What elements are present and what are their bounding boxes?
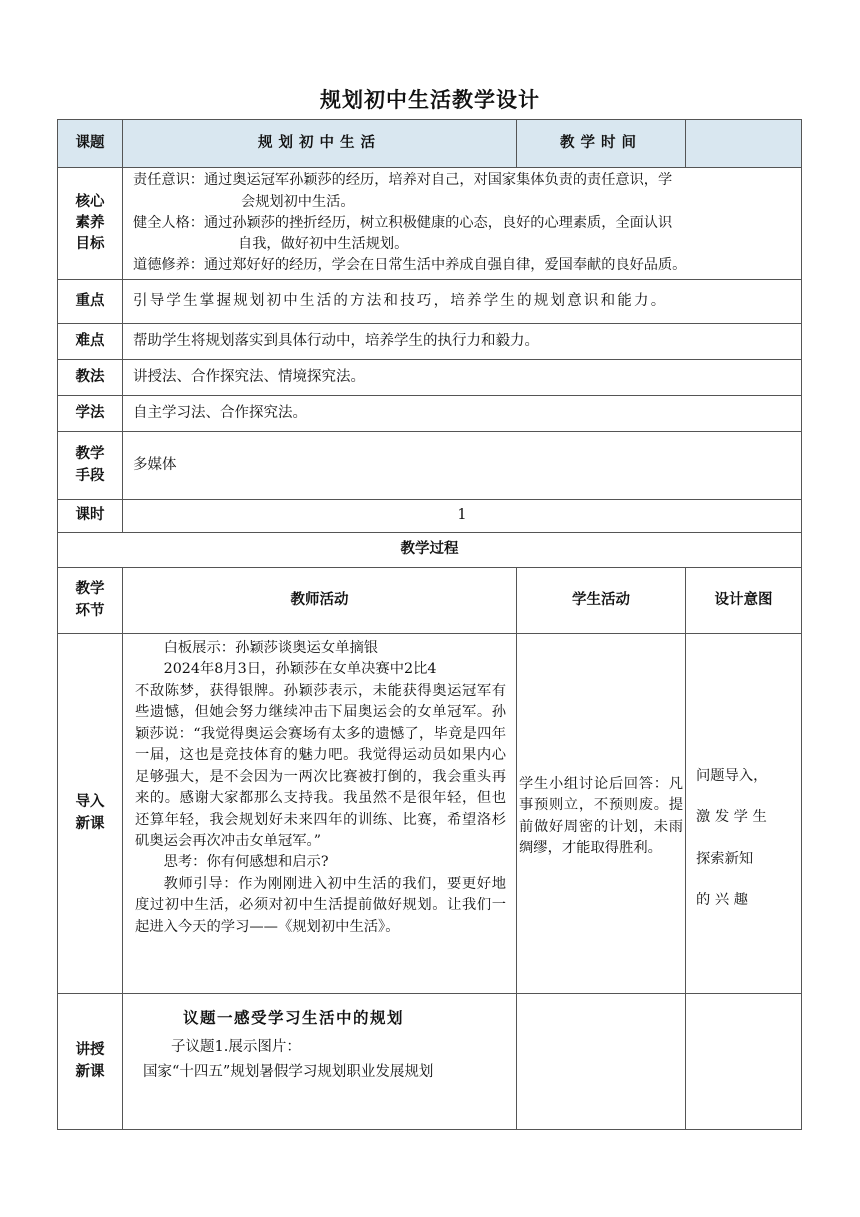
hours-value: 1 — [123, 500, 802, 533]
lecture-teacher-activity — [123, 994, 517, 1130]
goals-content — [123, 168, 802, 280]
intro-teacher-para: 白板展示：孙颖莎谈奥运女单摘银 — [163, 640, 379, 656]
means-label: 教学 手段 — [58, 432, 123, 500]
intro-teacher-para: 不敌陈梦，获得银牌。孙颖莎表示，未能获得奥运冠军有些遗憾，但她会努力继续冲击下届奥运会的女单冠军。孙颖莎说：“我觉得奥运会赛场有太多的遗憾了，毕竟是四年一届，这也是竞技体育的魅力吧。我觉得运动员如果内心足够强大，是不会因为一两次比赛被打倒的，我会重头再来的。感谢大家都那么支持我。我虽然不是很年轻，但也还算年轻，我会规划好未来四年的训练、比赛，希望洛杉矶奥运会再次冲击女单冠军。” — [135, 682, 506, 849]
learning-method-row — [58, 396, 802, 432]
process-title-row — [58, 533, 802, 568]
goal-responsibility-cont: 会规划初中生活。 — [241, 193, 355, 210]
topic-value: 规划初中生活 — [123, 120, 517, 168]
teacher-activity-header: 教师活动 — [123, 568, 517, 634]
intro-teacher-para: 教师引导：作为刚刚进入初中生活的我们，要更好地度过初中生活，必须对初中生活提前做好规划。让我们一起进入今天的学习——《规划初中生活》。 — [135, 875, 506, 935]
intro-teacher-para: 思考：你有何感想和启示? — [163, 854, 329, 871]
topic-label: 课题 — [58, 120, 123, 168]
student-activity-header: 学生活动 — [517, 568, 686, 634]
lecture-design-intent — [686, 994, 802, 1130]
intro-row — [58, 634, 802, 994]
key-point-label: 重点 — [58, 280, 123, 324]
picture-captions: 国家“十四五”规划暑假学习规划职业发展规划 — [143, 1063, 434, 1080]
goal-personality-cont: 自我，做好初中生活规划。 — [238, 236, 409, 253]
key-point-row — [58, 280, 802, 324]
process-title: 教学过程 — [58, 533, 802, 568]
intro-design-intent: 问题导入， 激 发 学 生 探索新知 的 兴 趣 — [686, 634, 802, 994]
learning-method-label: 学法 — [58, 396, 123, 432]
goals-row — [58, 168, 802, 280]
learning-method-text: 自主学习法、合作探究法。 — [123, 396, 802, 432]
difficulty-label: 难点 — [58, 324, 123, 360]
process-header-row — [58, 568, 802, 634]
lesson-plan-table — [57, 119, 802, 1130]
stage-column-header: 教学 环节 — [58, 568, 123, 634]
goal-personality: 健全人格：通过孙颖莎的挫折经历，树立积极健康的心态，良好的心理素质，全面认识 — [133, 214, 673, 231]
hours-row — [58, 500, 802, 533]
lecture-row — [58, 994, 802, 1130]
topic-one-heading: 议题一感受学习生活中的规划 — [183, 1009, 405, 1027]
goals-label: 核心 素养 目标 — [58, 168, 123, 280]
teaching-method-text: 讲授法、合作探究法、情境探究法。 — [123, 360, 802, 396]
goal-responsibility: 责任意识：通过奥运冠军孙颖莎的经历，培养对自己，对国家集体负责的责任意识，学 — [133, 172, 673, 189]
teaching-method-row — [58, 360, 802, 396]
goal-morality: 道德修养：通过郑好好的经历，学会在日常生活中养成自强自律，爱国奉献的良好品质。 — [133, 257, 687, 274]
difficulty-row — [58, 324, 802, 360]
intro-student-activity: 学生小组讨论后回答：凡事预则立，不预则废。提前做好周密的计划，未雨绸缪，才能取得胜利。 — [517, 634, 686, 994]
design-intent-header: 设计意图 — [686, 568, 802, 634]
teaching-method-label: 教法 — [58, 360, 123, 396]
header-row — [58, 120, 802, 168]
document-title: 规划初中生活教学设计 — [320, 88, 540, 112]
teaching-time-value — [686, 120, 802, 168]
means-text: 多媒体 — [123, 432, 802, 500]
hours-label: 课时 — [58, 500, 123, 533]
lecture-student-activity — [517, 994, 686, 1130]
difficulty-text: 帮助学生将规划落实到具体行动中，培养学生的执行力和毅力。 — [123, 324, 802, 360]
teaching-time-label: 教学时间 — [517, 120, 686, 168]
intro-stage-label: 导入 新课 — [58, 634, 123, 994]
key-point-text: 引导学生掌握规划初中生活的方法和技巧，培养学生的规划意识和能力。 — [123, 280, 802, 324]
means-row — [58, 432, 802, 500]
intro-teacher-para: 2024年8月3日，孙颖莎在女单决赛中2比4 — [163, 661, 437, 678]
lecture-stage-label: 讲授 新课 — [58, 994, 123, 1130]
sub-topic-one: 子议题1.展示图片： — [171, 1038, 301, 1055]
intro-teacher-activity — [123, 634, 517, 994]
